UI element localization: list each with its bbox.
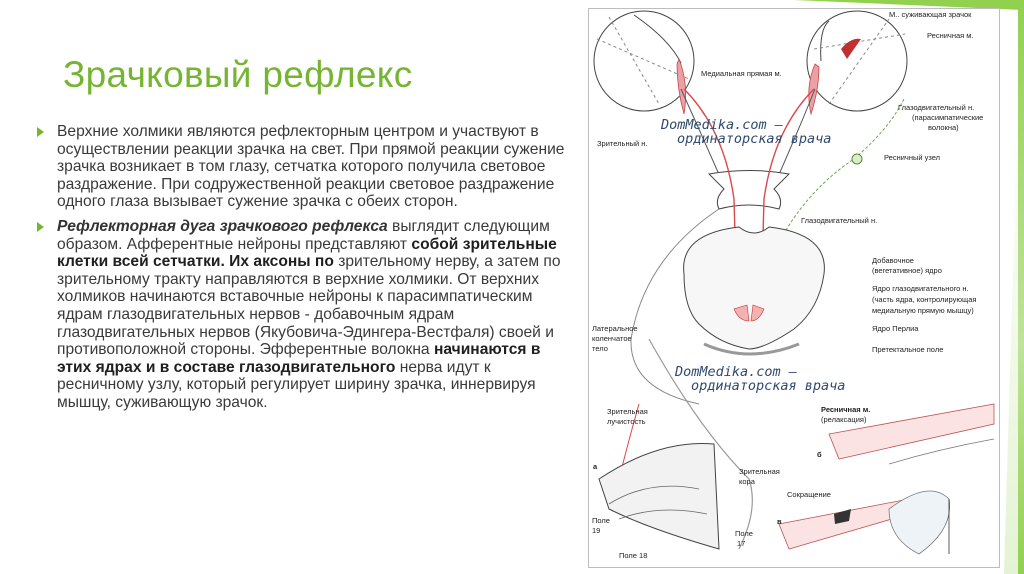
paragraph-2-part-d: начинаются в этих ядрах и в составе глазодвигательного [57, 341, 541, 376]
bullet-paragraph-1 [37, 123, 577, 211]
label-ciliary: Ресничная м. [927, 31, 974, 40]
bullet-arrow-icon [37, 222, 44, 232]
label-accessory-2: (вегетативное) ядро [872, 266, 942, 275]
diagram-drawing [589, 9, 999, 567]
reflex-arc-term: Рефлекторная дуга зрачкового рефлекса [57, 217, 388, 235]
slide-body [37, 123, 577, 419]
label-om-nucleus-2: (часть ядра, контролирующая [872, 295, 977, 304]
label-optic-nerve: Зрительный н. [597, 139, 648, 148]
bullet-paragraph-2 [37, 218, 577, 412]
slide-title: Зрачковый рефлекс [63, 54, 413, 95]
lens-shape [889, 491, 950, 554]
label-accessory-1: Добавочное [872, 256, 914, 265]
paragraph-1-text: Верхние холмики являются рефлекторным центром и участвуют в осуществлении реакции зрачка на свет. При прямой реакции сужение зрачка возникает в том глазу, сетчатка которого получила световое раздражение. При содружественной реакции световое раздражение одного глаза вызывает сужение зрачка с обеих сторон. [57, 123, 565, 211]
label-oculomotor-1c: волокна) [928, 123, 959, 132]
label-field-17a: Поле [735, 529, 753, 538]
paragraph-2-part-c: зрительному нерву, а затем по зрительному тракту направляются в верхние холмики. От верхних холмиков начинаются вставочные нейроны к парасимпатическим ядрам глазодвигательных нервов - добавочным ядрам глазодвигательных нервов (Якубовича-Эдингера-Вестфаля) своей и противоположной стороны. Эфферентные волокна [57, 253, 561, 359]
label-radiation-2: лучистость [607, 417, 646, 426]
label-field-17b: 17 [737, 539, 746, 548]
label-field-19a: Поле [592, 516, 610, 525]
edge-accent [1018, 0, 1024, 574]
paragraph-2-part-e: нерва идут к ресничному узлу, который регулирует ширину зрачка, иннервируя мышцу, суживающую зрачок. [57, 358, 536, 411]
watermark-2-line-1: DomMedika.com — [675, 364, 797, 380]
label-oculomotor-1: Глазодвигательный н. [898, 103, 975, 112]
midbrain-shape [684, 227, 825, 349]
label-oculomotor-1b: (парасимпатические [912, 113, 984, 122]
paragraph-2-part-b: собой зрительные клетки всей сетчатки. Их аксоны по [57, 235, 557, 271]
ciliary-inset-v-shape [779, 499, 909, 549]
label-field-19b: 19 [592, 526, 601, 535]
label-cortex-2: кора [739, 477, 755, 486]
edge-accent-shade [1004, 100, 1018, 574]
ciliary-body-shape [841, 39, 861, 59]
label-constrictor: М.. суживающая зрачок [889, 10, 972, 19]
label-letter-b: б [817, 450, 822, 459]
pupillary-reflex-diagram [588, 8, 1000, 568]
label-letter-a: а [593, 462, 598, 471]
visual-cortex-shape [599, 443, 719, 549]
label-oculomotor-2: Глазодвигательный н. [801, 216, 878, 225]
paragraph-2-part-a: выглядит следующим образом. Афферентные нейроны представляют [57, 217, 550, 253]
label-lgb-2: коленчатое [592, 334, 632, 343]
label-ciliary-ganglion: Ресничный узел [884, 153, 941, 162]
watermark-1-line-1: DomMedika.com — [661, 117, 783, 133]
watermark-1-line-2: ординаторская врача [677, 131, 832, 147]
label-relaxation: (релаксация) [821, 415, 867, 424]
label-ciliary-muscle: Ресничная м. [821, 405, 871, 414]
right-eye-shape [807, 11, 907, 111]
label-pretectal: Претектальное поле [872, 345, 944, 354]
watermark-2-line-2: ординаторская врача [691, 378, 846, 394]
ciliary-ganglion-shape [852, 154, 862, 164]
label-perlia: Ядро Перлиа [872, 324, 919, 333]
label-contraction: Сокращение [787, 490, 831, 499]
label-lgb-3: тело [592, 344, 608, 353]
label-lgb-1: Латеральное [592, 324, 638, 333]
label-cortex-1: Зрительная [739, 467, 780, 476]
label-radiation-1: Зрительная [607, 407, 648, 416]
optic-chiasm-shape [709, 171, 789, 210]
left-medial-rectus-shape [677, 59, 686, 114]
label-letter-v: в [777, 517, 782, 526]
label-om-nucleus-1: Ядро глазодвигательного н. [872, 284, 969, 293]
label-field-18: Поле 18 [619, 551, 648, 560]
bullet-arrow-icon [37, 127, 44, 137]
label-medial-rectus: Медиальная прямая м. [701, 69, 782, 78]
label-om-nucleus-3: медиальную прямую мышцу) [872, 306, 974, 315]
